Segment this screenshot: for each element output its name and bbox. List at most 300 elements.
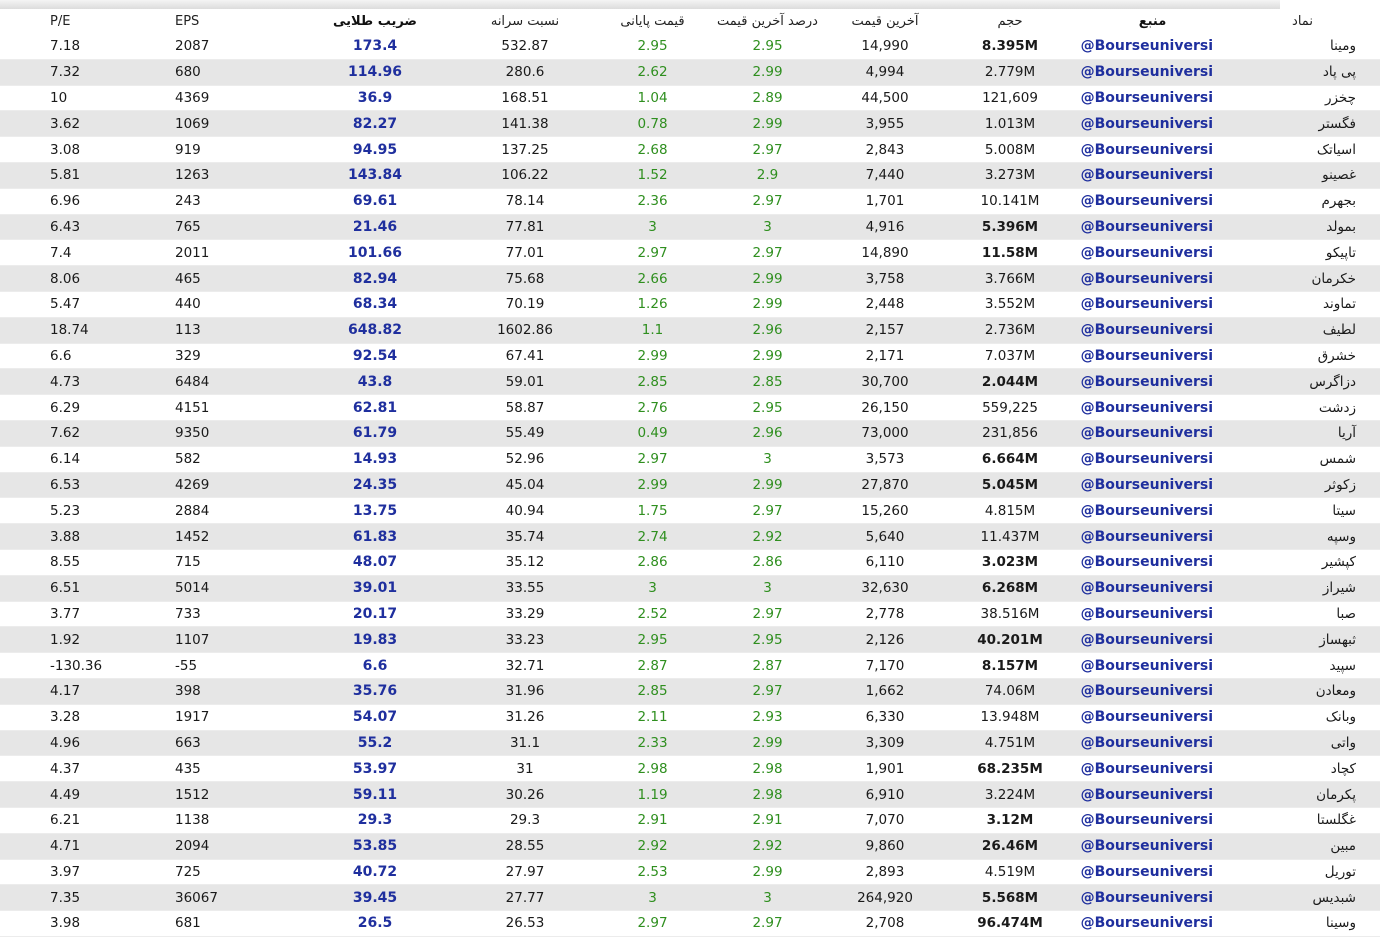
last-price-cell: 2,778 bbox=[830, 601, 940, 627]
last-price-percent-cell: 2.95 bbox=[705, 627, 830, 653]
header-final-price[interactable]: قیمت پایانی bbox=[600, 9, 705, 34]
table-row[interactable] bbox=[0, 756, 1380, 782]
source-cell[interactable]: @Bourseuniversi bbox=[1080, 911, 1225, 937]
table-row[interactable] bbox=[0, 343, 1380, 369]
symbol-cell[interactable]: شمس bbox=[1225, 446, 1380, 472]
volume-cell: 26.46M bbox=[940, 833, 1080, 859]
final-price-cell: 2.52 bbox=[600, 601, 705, 627]
last-price-cell: 6,330 bbox=[830, 704, 940, 730]
table-row[interactable] bbox=[0, 266, 1380, 292]
source-cell[interactable]: @Bourseuniversi bbox=[1080, 111, 1225, 137]
per-capita-ratio-cell: 30.26 bbox=[450, 782, 600, 808]
table-row[interactable] bbox=[0, 395, 1380, 421]
header-last-price[interactable]: آخرین قیمت bbox=[830, 9, 940, 34]
source-cell[interactable]: @Bourseuniversi bbox=[1080, 859, 1225, 885]
final-price-cell: 2.33 bbox=[600, 730, 705, 756]
volume-cell: 13.948M bbox=[940, 704, 1080, 730]
symbol-cell[interactable]: شبدیس bbox=[1225, 885, 1380, 911]
source-cell[interactable]: @Bourseuniversi bbox=[1080, 85, 1225, 111]
golden-ratio-cell: 13.75 bbox=[300, 498, 450, 524]
table-row[interactable] bbox=[0, 85, 1380, 111]
source-cell[interactable]: @Bourseuniversi bbox=[1080, 420, 1225, 446]
final-price-cell: 2.62 bbox=[600, 59, 705, 85]
symbol-cell[interactable]: شیراز bbox=[1225, 575, 1380, 601]
per-capita-ratio-cell: 26.53 bbox=[450, 911, 600, 937]
table-row[interactable] bbox=[0, 575, 1380, 601]
source-cell[interactable]: @Bourseuniversi bbox=[1080, 369, 1225, 395]
symbol-cell[interactable]: پکرمان bbox=[1225, 782, 1380, 808]
volume-cell: 3.273M bbox=[940, 162, 1080, 188]
golden-ratio-cell: 61.83 bbox=[300, 524, 450, 550]
golden-ratio-cell: 114.96 bbox=[300, 59, 450, 85]
final-price-cell: 2.97 bbox=[600, 446, 705, 472]
last-price-cell: 2,708 bbox=[830, 911, 940, 937]
final-price-cell: 2.98 bbox=[600, 756, 705, 782]
eps-cell: 2884 bbox=[175, 498, 300, 524]
golden-ratio-cell: 143.84 bbox=[300, 162, 450, 188]
source-cell[interactable]: @Bourseuniversi bbox=[1080, 704, 1225, 730]
source-cell[interactable]: @Bourseuniversi bbox=[1080, 601, 1225, 627]
final-price-cell: 2.87 bbox=[600, 653, 705, 679]
last-price-percent-cell: 2.97 bbox=[705, 911, 830, 937]
last-price-cell: 44,500 bbox=[830, 85, 940, 111]
symbol-cell[interactable]: دزاگرس bbox=[1225, 369, 1380, 395]
last-price-percent-cell: 2.97 bbox=[705, 678, 830, 704]
final-price-cell: 0.49 bbox=[600, 420, 705, 446]
table-row[interactable] bbox=[0, 214, 1380, 240]
header-row bbox=[0, 9, 1380, 34]
eps-cell: 243 bbox=[175, 188, 300, 214]
table-row[interactable] bbox=[0, 59, 1380, 85]
volume-cell: 11.58M bbox=[940, 240, 1080, 266]
eps-cell: 440 bbox=[175, 291, 300, 317]
source-cell[interactable]: @Bourseuniversi bbox=[1080, 653, 1225, 679]
last-price-percent-cell: 2.99 bbox=[705, 472, 830, 498]
volume-cell: 10.141M bbox=[940, 188, 1080, 214]
source-cell[interactable]: @Bourseuniversi bbox=[1080, 291, 1225, 317]
symbol-cell[interactable]: بجهرم bbox=[1225, 188, 1380, 214]
last-price-percent-cell: 2.99 bbox=[705, 59, 830, 85]
final-price-cell: 2.97 bbox=[600, 911, 705, 937]
pe-cell: -130.36 bbox=[0, 653, 175, 679]
header-pe[interactable]: P/E bbox=[0, 9, 175, 34]
table-row[interactable] bbox=[0, 859, 1380, 885]
source-cell[interactable]: @Bourseuniversi bbox=[1080, 756, 1225, 782]
source-cell[interactable]: @Bourseuniversi bbox=[1080, 782, 1225, 808]
per-capita-ratio-cell: 75.68 bbox=[450, 266, 600, 292]
header-volume[interactable]: حجم bbox=[940, 9, 1080, 34]
pe-cell: 6.29 bbox=[0, 395, 175, 421]
source-cell[interactable]: @Bourseuniversi bbox=[1080, 395, 1225, 421]
per-capita-ratio-cell: 28.55 bbox=[450, 833, 600, 859]
golden-ratio-cell: 26.5 bbox=[300, 911, 450, 937]
volume-cell: 7.037M bbox=[940, 343, 1080, 369]
volume-cell: 96.474M bbox=[940, 911, 1080, 937]
table-row[interactable] bbox=[0, 601, 1380, 627]
table-row[interactable] bbox=[0, 446, 1380, 472]
source-cell[interactable]: @Bourseuniversi bbox=[1080, 524, 1225, 550]
source-cell[interactable]: @Bourseuniversi bbox=[1080, 34, 1225, 59]
table-row[interactable] bbox=[0, 678, 1380, 704]
pe-cell: 4.37 bbox=[0, 756, 175, 782]
symbol-cell[interactable]: غصینو bbox=[1225, 162, 1380, 188]
final-price-cell: 2.92 bbox=[600, 833, 705, 859]
last-price-cell: 1,901 bbox=[830, 756, 940, 782]
per-capita-ratio-cell: 106.22 bbox=[450, 162, 600, 188]
symbol-cell[interactable]: لطیف bbox=[1225, 317, 1380, 343]
volume-cell: 5.396M bbox=[940, 214, 1080, 240]
last-price-cell: 2,126 bbox=[830, 627, 940, 653]
eps-cell: 1917 bbox=[175, 704, 300, 730]
volume-cell: 4.815M bbox=[940, 498, 1080, 524]
last-price-cell: 3,758 bbox=[830, 266, 940, 292]
source-cell[interactable]: @Bourseuniversi bbox=[1080, 240, 1225, 266]
last-price-percent-cell: 2.92 bbox=[705, 833, 830, 859]
final-price-cell: 2.66 bbox=[600, 266, 705, 292]
symbol-cell[interactable]: خکرمان bbox=[1225, 266, 1380, 292]
golden-ratio-cell: 39.01 bbox=[300, 575, 450, 601]
per-capita-ratio-cell: 52.96 bbox=[450, 446, 600, 472]
table-row[interactable] bbox=[0, 782, 1380, 808]
eps-cell: 1069 bbox=[175, 111, 300, 137]
golden-ratio-cell: 53.97 bbox=[300, 756, 450, 782]
source-cell[interactable]: @Bourseuniversi bbox=[1080, 885, 1225, 911]
golden-ratio-cell: 54.07 bbox=[300, 704, 450, 730]
table-row[interactable] bbox=[0, 420, 1380, 446]
symbol-cell[interactable]: تماوند bbox=[1225, 291, 1380, 317]
final-price-cell: 3 bbox=[600, 214, 705, 240]
volume-cell: 6.268M bbox=[940, 575, 1080, 601]
final-price-cell: 2.95 bbox=[600, 34, 705, 59]
header-symbol[interactable]: نماد bbox=[1225, 9, 1380, 34]
eps-cell: 1512 bbox=[175, 782, 300, 808]
per-capita-ratio-cell: 59.01 bbox=[450, 369, 600, 395]
last-price-cell: 14,990 bbox=[830, 34, 940, 59]
source-cell[interactable]: @Bourseuniversi bbox=[1080, 807, 1225, 833]
last-price-percent-cell: 2.96 bbox=[705, 420, 830, 446]
header-per-capita-ratio[interactable]: نسبت سرانه bbox=[450, 9, 600, 34]
symbol-cell[interactable]: زکوثر bbox=[1225, 472, 1380, 498]
symbol-cell[interactable]: ومینا bbox=[1225, 34, 1380, 59]
last-price-percent-cell: 2.91 bbox=[705, 807, 830, 833]
last-price-percent-cell: 2.97 bbox=[705, 498, 830, 524]
per-capita-ratio-cell: 27.97 bbox=[450, 859, 600, 885]
market-table bbox=[0, 9, 1380, 937]
table-row[interactable] bbox=[0, 885, 1380, 911]
table-row[interactable] bbox=[0, 704, 1380, 730]
pe-cell: 6.53 bbox=[0, 472, 175, 498]
last-price-cell: 4,916 bbox=[830, 214, 940, 240]
last-price-cell: 9,860 bbox=[830, 833, 940, 859]
symbol-cell[interactable]: چخزر bbox=[1225, 85, 1380, 111]
pe-cell: 8.55 bbox=[0, 549, 175, 575]
volume-cell: 2.044M bbox=[940, 369, 1080, 395]
last-price-percent-cell: 3 bbox=[705, 446, 830, 472]
pe-cell: 6.96 bbox=[0, 188, 175, 214]
symbol-cell[interactable]: اسیاتک bbox=[1225, 137, 1380, 163]
golden-ratio-cell: 62.81 bbox=[300, 395, 450, 421]
last-price-cell: 2,157 bbox=[830, 317, 940, 343]
final-price-cell: 2.91 bbox=[600, 807, 705, 833]
source-cell[interactable]: @Bourseuniversi bbox=[1080, 678, 1225, 704]
final-price-cell: 1.04 bbox=[600, 85, 705, 111]
last-price-percent-cell: 2.99 bbox=[705, 730, 830, 756]
volume-cell: 4.519M bbox=[940, 859, 1080, 885]
last-price-cell: 14,890 bbox=[830, 240, 940, 266]
golden-ratio-cell: 68.34 bbox=[300, 291, 450, 317]
last-price-percent-cell: 2.98 bbox=[705, 782, 830, 808]
eps-cell: 582 bbox=[175, 446, 300, 472]
table-row[interactable] bbox=[0, 807, 1380, 833]
golden-ratio-cell: 14.93 bbox=[300, 446, 450, 472]
last-price-cell: 73,000 bbox=[830, 420, 940, 446]
volume-cell: 38.516M bbox=[940, 601, 1080, 627]
last-price-cell: 1,701 bbox=[830, 188, 940, 214]
table-row[interactable] bbox=[0, 317, 1380, 343]
source-cell[interactable]: @Bourseuniversi bbox=[1080, 162, 1225, 188]
per-capita-ratio-cell: 45.04 bbox=[450, 472, 600, 498]
final-price-cell: 2.86 bbox=[600, 549, 705, 575]
table-row[interactable] bbox=[0, 137, 1380, 163]
source-cell[interactable]: @Bourseuniversi bbox=[1080, 59, 1225, 85]
last-price-cell: 1,662 bbox=[830, 678, 940, 704]
golden-ratio-cell: 648.82 bbox=[300, 317, 450, 343]
final-price-cell: 2.11 bbox=[600, 704, 705, 730]
table-row[interactable] bbox=[0, 498, 1380, 524]
volume-cell: 8.395M bbox=[940, 34, 1080, 59]
pe-cell: 7.4 bbox=[0, 240, 175, 266]
golden-ratio-cell: 20.17 bbox=[300, 601, 450, 627]
source-cell[interactable]: @Bourseuniversi bbox=[1080, 549, 1225, 575]
eps-cell: 4151 bbox=[175, 395, 300, 421]
eps-cell: 465 bbox=[175, 266, 300, 292]
per-capita-ratio-cell: 78.14 bbox=[450, 188, 600, 214]
table-row[interactable] bbox=[0, 369, 1380, 395]
pe-cell: 4.73 bbox=[0, 369, 175, 395]
pe-cell: 6.14 bbox=[0, 446, 175, 472]
table-row[interactable] bbox=[0, 549, 1380, 575]
final-price-cell: 3 bbox=[600, 575, 705, 601]
per-capita-ratio-cell: 67.41 bbox=[450, 343, 600, 369]
table-row[interactable] bbox=[0, 291, 1380, 317]
table-row[interactable] bbox=[0, 627, 1380, 653]
pe-cell: 3.08 bbox=[0, 137, 175, 163]
last-price-percent-cell: 2.97 bbox=[705, 240, 830, 266]
per-capita-ratio-cell: 32.71 bbox=[450, 653, 600, 679]
per-capita-ratio-cell: 35.12 bbox=[450, 549, 600, 575]
symbol-cell[interactable]: کچاد bbox=[1225, 756, 1380, 782]
symbol-cell[interactable]: کپشیر bbox=[1225, 549, 1380, 575]
per-capita-ratio-cell: 280.6 bbox=[450, 59, 600, 85]
last-price-percent-cell: 2.97 bbox=[705, 601, 830, 627]
per-capita-ratio-cell: 141.38 bbox=[450, 111, 600, 137]
golden-ratio-cell: 59.11 bbox=[300, 782, 450, 808]
header-source[interactable]: منبع bbox=[1080, 9, 1225, 34]
header-golden-ratio[interactable]: ضریب طلایی bbox=[300, 9, 450, 34]
per-capita-ratio-cell: 40.94 bbox=[450, 498, 600, 524]
symbol-cell[interactable]: صبا bbox=[1225, 601, 1380, 627]
golden-ratio-cell: 39.45 bbox=[300, 885, 450, 911]
eps-cell: 2094 bbox=[175, 833, 300, 859]
eps-cell: -55 bbox=[175, 653, 300, 679]
final-price-cell: 2.36 bbox=[600, 188, 705, 214]
final-price-cell: 1.19 bbox=[600, 782, 705, 808]
golden-ratio-cell: 94.95 bbox=[300, 137, 450, 163]
symbol-cell[interactable]: غگلستا bbox=[1225, 807, 1380, 833]
symbol-cell[interactable]: آریا bbox=[1225, 420, 1380, 446]
eps-cell: 2087 bbox=[175, 34, 300, 59]
last-price-percent-cell: 2.93 bbox=[705, 704, 830, 730]
golden-ratio-cell: 43.8 bbox=[300, 369, 450, 395]
pe-cell: 4.96 bbox=[0, 730, 175, 756]
eps-cell: 681 bbox=[175, 911, 300, 937]
symbol-cell[interactable]: فگستر bbox=[1225, 111, 1380, 137]
per-capita-ratio-cell: 1602.86 bbox=[450, 317, 600, 343]
source-cell[interactable]: @Bourseuniversi bbox=[1080, 266, 1225, 292]
eps-cell: 4369 bbox=[175, 85, 300, 111]
eps-cell: 1138 bbox=[175, 807, 300, 833]
source-cell[interactable]: @Bourseuniversi bbox=[1080, 498, 1225, 524]
per-capita-ratio-cell: 33.23 bbox=[450, 627, 600, 653]
last-price-cell: 2,448 bbox=[830, 291, 940, 317]
table-row[interactable] bbox=[0, 911, 1380, 937]
eps-cell: 113 bbox=[175, 317, 300, 343]
eps-cell: 435 bbox=[175, 756, 300, 782]
symbol-cell[interactable]: وسینا bbox=[1225, 911, 1380, 937]
table-row[interactable] bbox=[0, 730, 1380, 756]
pe-cell: 3.28 bbox=[0, 704, 175, 730]
final-price-cell: 1.52 bbox=[600, 162, 705, 188]
table-row[interactable] bbox=[0, 111, 1380, 137]
volume-cell: 3.224M bbox=[940, 782, 1080, 808]
final-price-cell: 0.78 bbox=[600, 111, 705, 137]
table-row[interactable] bbox=[0, 188, 1380, 214]
symbol-cell[interactable]: وبانک bbox=[1225, 704, 1380, 730]
table-row[interactable] bbox=[0, 833, 1380, 859]
volume-cell: 2.779M bbox=[940, 59, 1080, 85]
golden-ratio-cell: 82.94 bbox=[300, 266, 450, 292]
last-price-percent-cell: 2.87 bbox=[705, 653, 830, 679]
symbol-cell[interactable]: ثبهساز bbox=[1225, 627, 1380, 653]
pe-cell: 3.97 bbox=[0, 859, 175, 885]
table-row[interactable] bbox=[0, 472, 1380, 498]
eps-cell: 1263 bbox=[175, 162, 300, 188]
volume-cell: 40.201M bbox=[940, 627, 1080, 653]
source-cell[interactable]: @Bourseuniversi bbox=[1080, 730, 1225, 756]
volume-cell: 121,609 bbox=[940, 85, 1080, 111]
per-capita-ratio-cell: 58.87 bbox=[450, 395, 600, 421]
symbol-cell[interactable]: توریل bbox=[1225, 859, 1380, 885]
symbol-cell[interactable]: ومعادن bbox=[1225, 678, 1380, 704]
final-price-cell: 2.99 bbox=[600, 343, 705, 369]
per-capita-ratio-cell: 33.55 bbox=[450, 575, 600, 601]
final-price-cell: 1.75 bbox=[600, 498, 705, 524]
last-price-cell: 3,573 bbox=[830, 446, 940, 472]
per-capita-ratio-cell: 55.49 bbox=[450, 420, 600, 446]
symbol-cell[interactable]: واتی bbox=[1225, 730, 1380, 756]
last-price-percent-cell: 2.9 bbox=[705, 162, 830, 188]
last-price-cell: 15,260 bbox=[830, 498, 940, 524]
eps-cell: 1452 bbox=[175, 524, 300, 550]
source-cell[interactable]: @Bourseuniversi bbox=[1080, 833, 1225, 859]
source-cell[interactable]: @Bourseuniversi bbox=[1080, 627, 1225, 653]
symbol-cell[interactable]: زدشت bbox=[1225, 395, 1380, 421]
eps-cell: 919 bbox=[175, 137, 300, 163]
table-row[interactable] bbox=[0, 524, 1380, 550]
last-price-percent-cell: 2.89 bbox=[705, 85, 830, 111]
symbol-cell[interactable]: خشرق bbox=[1225, 343, 1380, 369]
last-price-cell: 32,630 bbox=[830, 575, 940, 601]
symbol-cell[interactable]: مبین bbox=[1225, 833, 1380, 859]
pe-cell: 3.98 bbox=[0, 911, 175, 937]
source-cell[interactable]: @Bourseuniversi bbox=[1080, 343, 1225, 369]
pe-cell: 1.92 bbox=[0, 627, 175, 653]
volume-cell: 8.157M bbox=[940, 653, 1080, 679]
header-eps[interactable]: EPS bbox=[175, 9, 300, 34]
symbol-cell[interactable]: سیتا bbox=[1225, 498, 1380, 524]
per-capita-ratio-cell: 168.51 bbox=[450, 85, 600, 111]
last-price-cell: 5,640 bbox=[830, 524, 940, 550]
symbol-cell[interactable]: بمولد bbox=[1225, 214, 1380, 240]
per-capita-ratio-cell: 31.96 bbox=[450, 678, 600, 704]
symbol-cell[interactable]: سپید bbox=[1225, 653, 1380, 679]
last-price-percent-cell: 2.96 bbox=[705, 317, 830, 343]
golden-ratio-cell: 36.9 bbox=[300, 85, 450, 111]
source-cell[interactable]: @Bourseuniversi bbox=[1080, 446, 1225, 472]
source-cell[interactable]: @Bourseuniversi bbox=[1080, 188, 1225, 214]
last-price-cell: 6,110 bbox=[830, 549, 940, 575]
volume-cell: 3.552M bbox=[940, 291, 1080, 317]
final-price-cell: 2.95 bbox=[600, 627, 705, 653]
last-price-cell: 4,994 bbox=[830, 59, 940, 85]
final-price-cell: 3 bbox=[600, 885, 705, 911]
per-capita-ratio-cell: 33.29 bbox=[450, 601, 600, 627]
source-cell[interactable]: @Bourseuniversi bbox=[1080, 214, 1225, 240]
table-row[interactable] bbox=[0, 653, 1380, 679]
last-price-cell: 3,309 bbox=[830, 730, 940, 756]
symbol-cell[interactable]: پی پاد bbox=[1225, 59, 1380, 85]
golden-ratio-cell: 24.35 bbox=[300, 472, 450, 498]
golden-ratio-cell: 61.79 bbox=[300, 420, 450, 446]
last-price-cell: 3,955 bbox=[830, 111, 940, 137]
source-cell[interactable]: @Bourseuniversi bbox=[1080, 472, 1225, 498]
eps-cell: 329 bbox=[175, 343, 300, 369]
symbol-cell[interactable]: وسپه bbox=[1225, 524, 1380, 550]
final-price-cell: 1.26 bbox=[600, 291, 705, 317]
volume-cell: 3.12M bbox=[940, 807, 1080, 833]
eps-cell: 715 bbox=[175, 549, 300, 575]
symbol-cell[interactable]: تاپیکو bbox=[1225, 240, 1380, 266]
source-cell[interactable]: @Bourseuniversi bbox=[1080, 317, 1225, 343]
pe-cell: 7.32 bbox=[0, 59, 175, 85]
table-row[interactable] bbox=[0, 162, 1380, 188]
eps-cell: 663 bbox=[175, 730, 300, 756]
final-price-cell: 2.74 bbox=[600, 524, 705, 550]
volume-cell: 3.023M bbox=[940, 549, 1080, 575]
pe-cell: 3.62 bbox=[0, 111, 175, 137]
eps-cell: 2011 bbox=[175, 240, 300, 266]
header-last-price-percent[interactable]: درصد آخرین قیمت bbox=[705, 9, 830, 34]
table-row[interactable] bbox=[0, 34, 1380, 59]
table-row[interactable] bbox=[0, 240, 1380, 266]
eps-cell: 725 bbox=[175, 859, 300, 885]
last-price-cell: 7,070 bbox=[830, 807, 940, 833]
source-cell[interactable]: @Bourseuniversi bbox=[1080, 137, 1225, 163]
golden-ratio-cell: 19.83 bbox=[300, 627, 450, 653]
eps-cell: 9350 bbox=[175, 420, 300, 446]
source-cell[interactable]: @Bourseuniversi bbox=[1080, 575, 1225, 601]
pe-cell: 7.18 bbox=[0, 34, 175, 59]
